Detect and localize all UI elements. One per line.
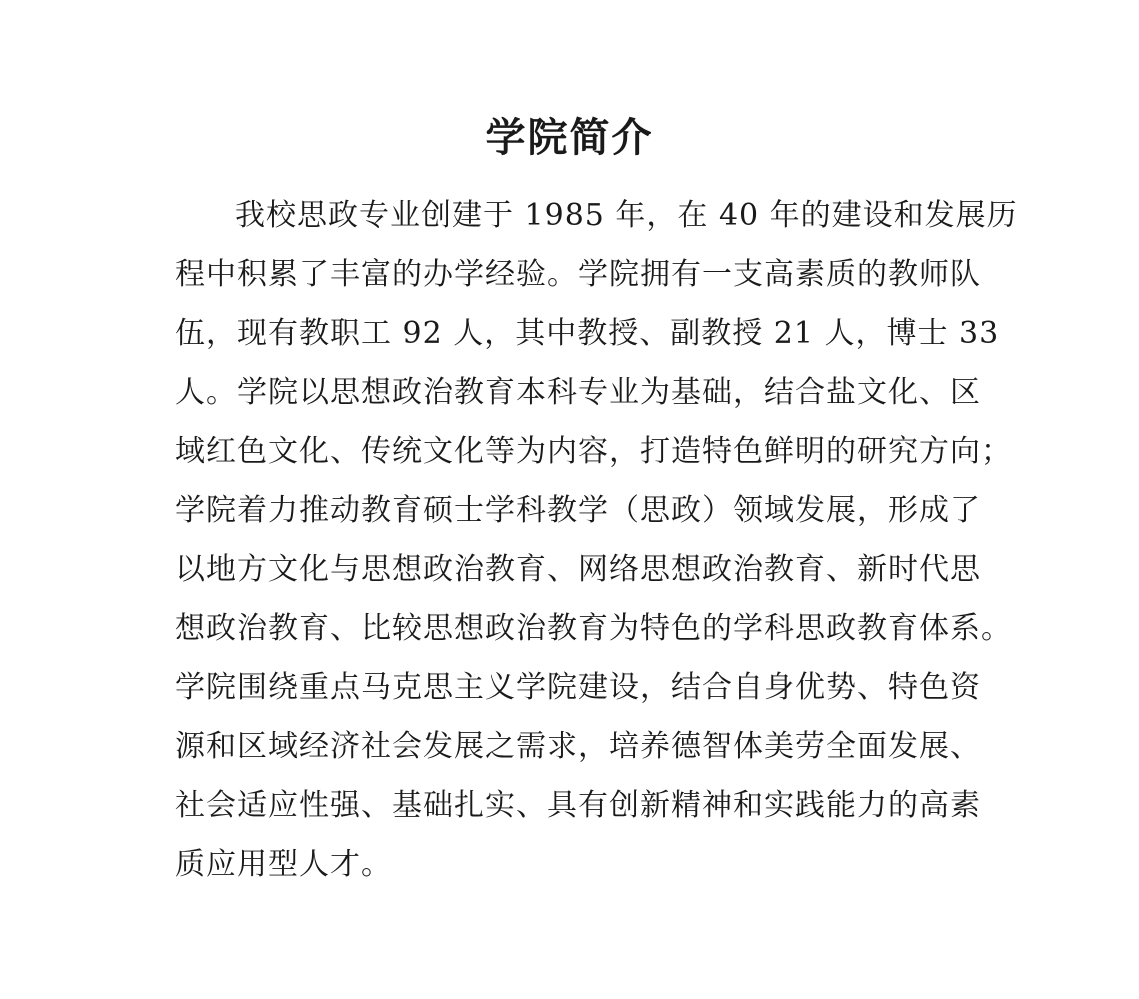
paragraph-line: 学院着力推动教育硕士学科教学（思政）领域发展，形成了: [175, 493, 981, 528]
paragraph-line: 想政治教育、比较思想政治教育为特色的学科思政教育体系。: [175, 611, 1012, 646]
intro-paragraph: [175, 186, 1018, 894]
paragraph-line: 源和区域经济社会发展之需求，培养德智体美劳全面发展、: [175, 729, 981, 764]
paragraph-line: 人。学院以思想政治教育本科专业为基础，结合盐文化、区: [175, 375, 981, 410]
page-title: 学院简介: [485, 115, 654, 161]
paragraph-line: 学院围绕重点马克思主义学院建设，结合自身优势、特色资: [175, 670, 981, 705]
paragraph-line: 伍，现有教职工 92 人，其中教授、副教授 21 人，博士 33: [175, 316, 1000, 351]
paragraph-line: 程中积累了丰富的办学经验。学院拥有一支高素质的教师队: [175, 257, 981, 292]
paragraph-line: 质应用型人才。: [175, 847, 392, 882]
paragraph-line: 社会适应性强、基础扎实、具有创新精神和实践能力的高素: [175, 788, 981, 823]
paragraph-line: 域红色文化、传统文化等为内容，打造特色鲜明的研究方向；: [175, 434, 1012, 469]
paragraph-line: 以地方文化与思想政治教育、网络思想政治教育、新时代思: [175, 552, 981, 587]
paragraph-line: 我校思政专业创建于 1985 年，在 40 年的建设和发展历: [235, 198, 1018, 233]
